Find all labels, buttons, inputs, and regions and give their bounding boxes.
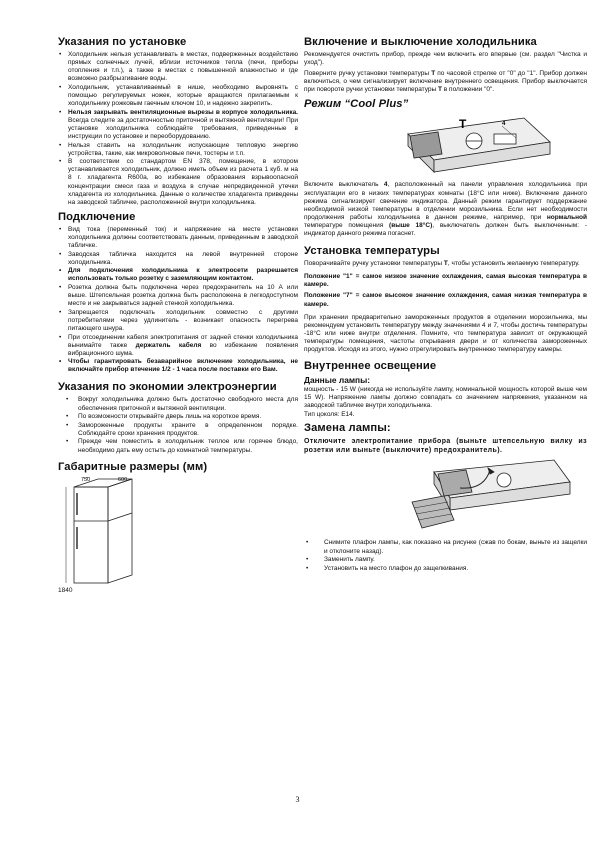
light-paragraph: мощность - 15 W (никогда не используйте лампу, номинальной мощность которой выше чем 15 W). Напряжение лампы должно совпадать со значением напряжения, указанном на заводской табличке внутри холодильника. <box>304 386 587 410</box>
list-item: • Вид тока (переменный ток) и напряжение на месте установки холодильника должны соответствовать данным, приведенным в заводской табличке. <box>59 225 298 249</box>
replace-warning: Отключите электропитание прибора (выньте штепсельную вилку из розетки или выньте (выключите) предохранитель). <box>304 438 587 455</box>
list-item: • Замороженные продукты храните в определенном порядке. Соблюдайте сроки хранения продуктов. <box>66 421 298 437</box>
list-item: • Для подключения холодильника к электросети разрешается использовать только розетку с заземляющим контактом. <box>59 267 298 283</box>
list-item: • Нельзя закрывать вентиляционные вырезы в корпусе холодильника. Всегда следите за достаточностью приточной и вытяжной вентиляции! При установке холодильника соблюдайте требования, приведенные в инструкции по установке и переоборудованию. <box>59 108 298 140</box>
right-column <box>304 36 587 577</box>
temp-paragraph-4: При хранении предварительно замороженных продуктов в отделении морозильника, мы рекомендуем установить температуру между значениями 4 и 7, чтобы достичь температуры -18°C или ниже внутри отделения. Помните, что температура зависит от окружающей температуры помещения, частоты открывания двери и от количества замороженных продуктов. Исходя из этого, нужно отрегулировать внутреннюю температуру камеры. <box>304 313 587 353</box>
list-item: • Розетка должна быть подключена через предохранитель на 10 А или выше. Штепсельная розетка должна быть расположена в легкодоступном месте и не закрываться задней стенкой холодильника. <box>59 283 298 308</box>
onoff-title: Включение и выключение холодильника <box>304 36 537 48</box>
light-subtitle: Данные лампы: <box>304 375 371 386</box>
list-item: • По возможности открывайте дверь лишь на короткое время. <box>66 413 262 421</box>
replace-title: Замена лампы: <box>304 422 391 435</box>
energy-list <box>58 396 298 454</box>
list-item: • Заменить лампу. <box>306 556 375 564</box>
temp-position-1: Положение "1" = самое низкое значение охлаждения, самая высокая температура в камере. <box>304 273 587 289</box>
energy-title: Указания по экономии электроэнергии <box>58 381 277 394</box>
height-label: 1840 <box>58 586 73 594</box>
onoff-paragraph-1: Рекомендуется очистить прибор, прежде чем включить его впервые (см. раздел "Чистка и уход"). <box>304 51 587 67</box>
control-panel-drawing <box>404 114 554 178</box>
install-title: Указания по установке <box>58 36 187 48</box>
list-item: • Установить на место плафон до защелкивания. <box>306 564 469 572</box>
list-item: • Запрещается подключать холодильник совместно с другими потребителями через удлинитель - возникает опасность перегрева питающего шнура. <box>59 308 298 332</box>
temp-title: Установка температуры <box>304 245 440 258</box>
coolplus-paragraph: Включите выключатель 4, расположенный на панели управления холодильника при эксплуатации его в низких температурах комнаты (18°C или ниже). Включение данного режима сигнализирует свечение индикатора. Данный режим гарантирует поддержание необходимой низкой температуры в отделении морозильника. Если нет необходимости продолжения работы холодильника в данном режиме, например, при нормальной температуре помещения (выше 18°C), выключатель должен быть выключенным: - индикатор данного режима погаснет. <box>304 181 587 238</box>
list-item: • При отсоединении кабеля электропитания от задней стенки холодильника вынимайте также держатель кабеля во избежание появления вибрационного шума. <box>59 333 298 357</box>
install-list <box>58 51 298 207</box>
page-number: 3 <box>295 795 300 804</box>
width-label: 600 <box>118 476 128 483</box>
replace-list <box>304 539 587 572</box>
list-item: • Холодильник нельзя устанавливать в местах, подверженных воздействию прямых солнечных лучей, вблизи источников тепла (печи, приборы отопления и т.п.), а также в местах с повышенной влажностью и где возможно разбрызгивание воды. <box>59 51 298 83</box>
connect-list <box>58 226 298 375</box>
list-item: • Чтобы гарантировать безаварийное включение холодильника, не включайте прибор втечение 1/2 - 1 часа после поставки его Вам. <box>59 358 298 374</box>
onoff-paragraph-2: Поверните ручку установки температуры T по часовой стрелке от "0" до "1". Прибор должен включиться, о чем сигнализирует включение внутреннего освещения. Прибор выключается при повороте ручки установки температуры T в положении "0". <box>304 70 587 94</box>
list-item: • Заводская табличка находится на левой внутренней стороне холодильника. <box>59 250 298 266</box>
list-item: • Прежде чем поместить в холодильник теплое или горячее блюдо, необходимо дать ему остыть до комнатной температуры. <box>66 438 298 454</box>
list-item: • Снимите плафон лампы, как показано на рисунке (сжав по бокам, выньте из защелки и отклоните назад). <box>306 539 587 555</box>
temp-position-7: Положение "7" = самое высокое значение охлаждения, самая низкая температура в камере. <box>304 292 587 308</box>
list-item: • Холодильник, устанавливаемый в нише, необходимо выровнять с помощью регулируемых ножек, которые вращаются прилагаемым к холодильнику рожковым гаечным ключом 10, и надежно закрепить. <box>59 83 298 108</box>
lamp-base-type: Тип цоколя: E14. <box>304 411 355 419</box>
connect-title: Подключение <box>58 210 136 223</box>
temperature-knob-label: T <box>459 117 467 132</box>
fridge-dimensions-drawing <box>58 477 188 585</box>
list-item: • Вокруг холодильника должно быть достаточно свободного места для обеспечения приточной и вытяжной вентиляции. <box>66 396 298 412</box>
coolplus-title: Режим “Cool Plus” <box>304 98 409 111</box>
depth-label: 750 <box>81 476 91 483</box>
dims-title: Габаритные размеры (мм) <box>58 460 208 473</box>
list-item: • Нельзя ставить на холодильник испускающие тепловую энергию устройства, такие, как микроволновые печи, тостеры и т.п. <box>59 141 298 157</box>
left-column <box>58 36 298 594</box>
temp-paragraph-1: Поворачивайте ручку установки температуры T, чтобы установить желаемую температуру. <box>304 260 580 268</box>
switch-4-label: 4 <box>502 121 506 128</box>
lamp-replacement-drawing <box>404 458 574 536</box>
light-title: Внутреннее освещение <box>304 360 437 373</box>
list-item: • В соответствии со стандартом EN 378, помещение, в котором устанавливается холодильник, должно иметь объем из расчета 1 куб. м на 8 г. хладагента R600a, во избежание образования взрывоопасной концентрации смеси газа и воздуха в случае непредвиденной утечки хладагента из холодильника. Данные о количестве хладагента приведены на заводской табличке, расположенной внутри холодильника. <box>59 158 298 206</box>
